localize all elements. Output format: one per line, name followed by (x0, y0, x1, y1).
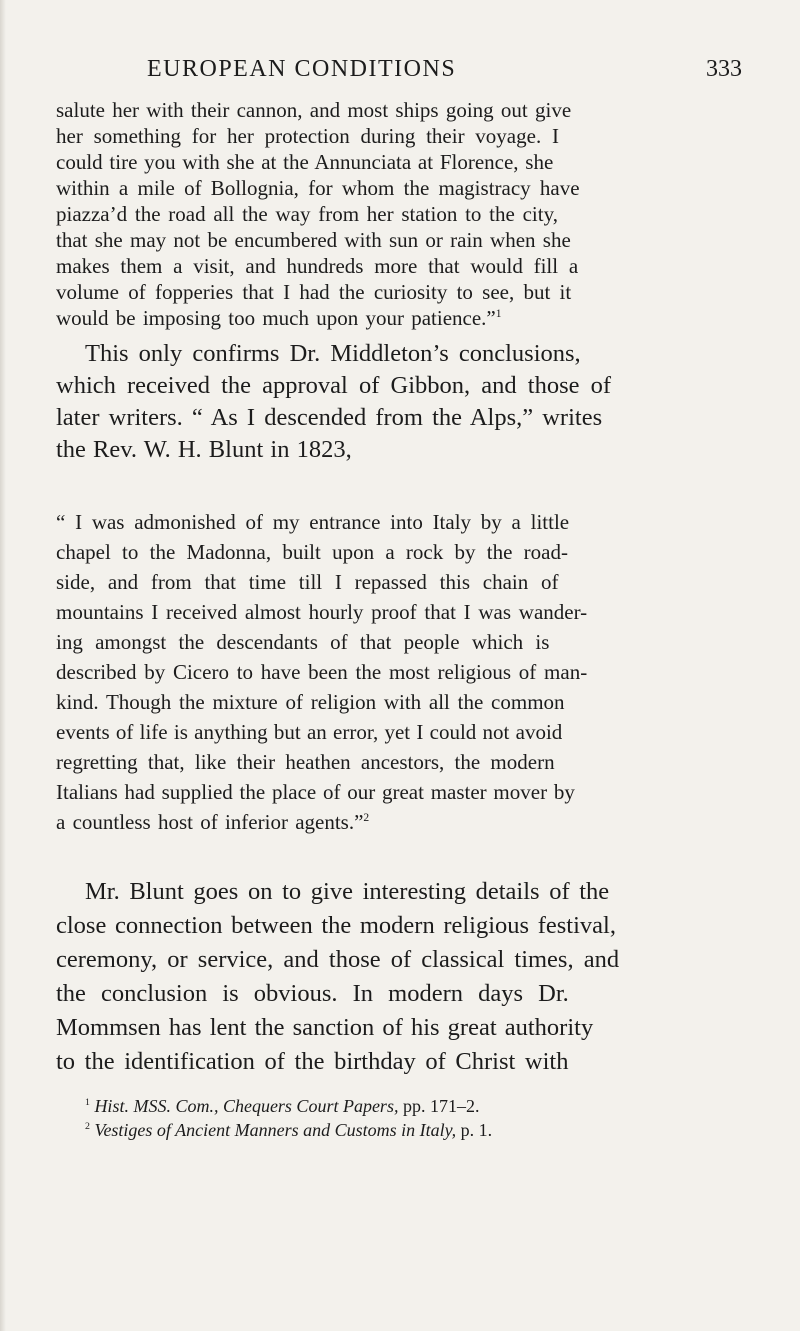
page-edge-shadow (0, 0, 6, 1331)
text-line: events of life is anything but an error, yet I could not avoid (56, 720, 563, 744)
text-line: mountains I received almost hourly proof that I was wander- (56, 600, 588, 624)
page-number: 333 (706, 56, 742, 82)
footnote-marker: 2 (85, 1121, 90, 1133)
text-line: to the identification of the birthday of Christ with (56, 1048, 569, 1075)
text-line: within a mile of Bollognia, for whom the magistracy have (56, 176, 580, 200)
text-line: Mr. Blunt goes on to give interesting details of the (85, 878, 610, 905)
text-line: volume of fopperies that I had the curiosity to see, but it (56, 280, 572, 304)
text-line: Italians had supplied the place of our great master mover by (56, 780, 575, 804)
footnote-1 (85, 1096, 479, 1117)
text-line: makes them a visit, and hundreds more that would fill a (56, 254, 579, 278)
footnote-ref-1: 1 (495, 307, 502, 320)
text-line: later writers. “ As I descended from the Alps,” writes (56, 404, 603, 431)
text-line: ceremony, or service, and those of classical times, and (56, 946, 620, 973)
text-line: the conclusion is obvious. In modern days Dr. (56, 980, 569, 1007)
footnote-pages: pp. 171–2. (402, 1096, 480, 1116)
running-head (0, 56, 800, 90)
footnote-2 (85, 1120, 492, 1141)
text-line: This only confirms Dr. Middleton’s conclusions, (85, 340, 581, 367)
text-line: chapel to the Madonna, built upon a rock by the road- (56, 540, 568, 564)
footnote-pages: p. 1. (460, 1120, 493, 1140)
text-line: that she may not be encumbered with sun or rain when she (56, 228, 571, 252)
footnote-ref-2: 2 (363, 811, 370, 824)
footnote-source-title: Vestiges of Ancient Manners and Customs in Italy, (94, 1120, 457, 1140)
text-line: salute her with their cannon, and most ships going out give (56, 98, 572, 122)
text-line: her something for her protection during their voyage. I (56, 124, 559, 148)
footnote-source-title: Hist. MSS. Com., Chequers Court Papers, (94, 1096, 399, 1116)
text-line: the Rev. W. H. Blunt in 1823, (56, 436, 352, 463)
running-title: EUROPEAN CONDITIONS (147, 56, 457, 82)
text-line: regretting that, like their heathen ancestors, the modern (56, 750, 555, 774)
text-line: a countless host of inferior agents.”$^2$ (56, 810, 370, 834)
text-line: side, and from that time till I repassed this chain of (56, 570, 559, 594)
text-line: ing amongst the descendants of that people which is (56, 630, 550, 654)
text-line: close connection between the modern religious festival, (56, 912, 616, 939)
text-line: Mommsen has lent the sanction of his great authority (56, 1014, 594, 1041)
text-line: described by Cicero to have been the most religious of man- (56, 660, 588, 684)
text-line: would be imposing too much upon your patience.”$^1$ (56, 306, 502, 330)
text-line: could tire you with she at the Annunciata at Florence, she (56, 150, 554, 174)
footnote-marker: 1 (85, 1097, 90, 1109)
text-line: which received the approval of Gibbon, and those of (56, 372, 612, 399)
text-line: kind. Though the mixture of religion with all the common (56, 690, 565, 714)
text-line: “ I was admonished of my entrance into Italy by a little (56, 510, 570, 534)
text-line: piazza’d the road all the way from her station to the city, (56, 202, 558, 226)
